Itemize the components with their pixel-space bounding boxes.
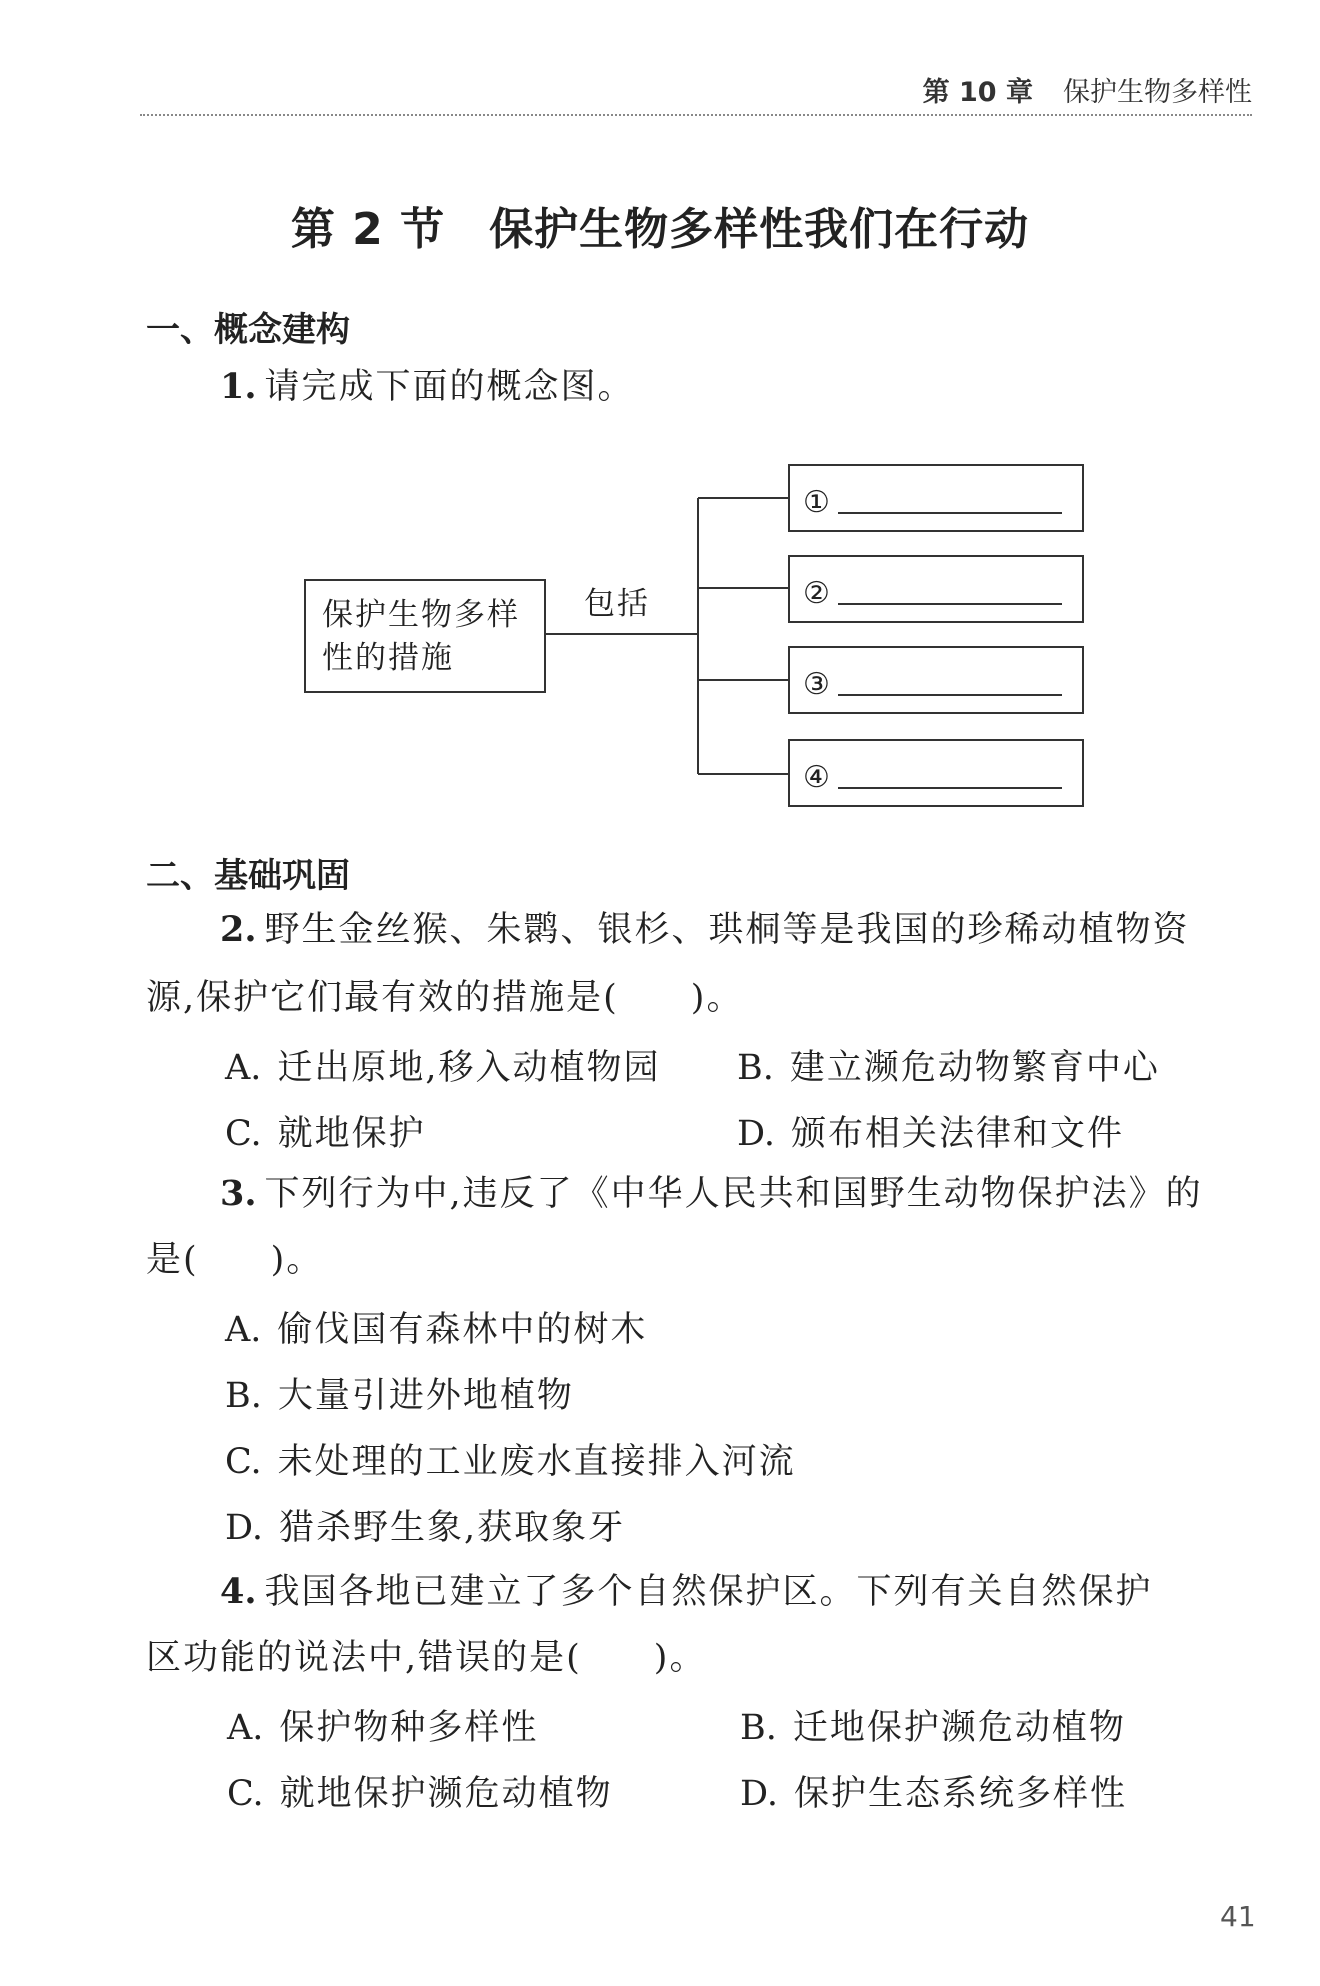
question-1-text: 请完成下面的概念图。: [264, 367, 635, 407]
question-1-number: 1.: [220, 366, 257, 407]
section-heading-basics: 二、基础巩固: [146, 856, 350, 896]
option-letter: A.: [225, 1048, 262, 1088]
option-letter: B.: [737, 1048, 774, 1088]
branch-marker-4: ④: [803, 760, 830, 795]
option-letter: D.: [737, 1114, 775, 1154]
question-4-number: 4.: [220, 1571, 257, 1612]
root-label-line1: 保护生物多样: [322, 597, 520, 633]
option-4a[interactable]: [227, 1700, 538, 1750]
root-label-line2: 性的措施: [322, 640, 454, 676]
option-text: 保护物种多样性: [279, 1708, 539, 1748]
question-4-line1: [220, 1568, 1153, 1616]
option-2d[interactable]: [737, 1106, 1124, 1156]
option-letter: B.: [225, 1376, 262, 1416]
question-2-number: 2.: [220, 909, 257, 950]
option-text: 就地保护: [277, 1114, 426, 1154]
section-title-text: 保护生物多样性我们在行动: [489, 204, 1030, 255]
option-text: 保护生态系统多样性: [793, 1774, 1127, 1814]
question-2-text-2: 源,保护它们最有效的措施是(: [146, 978, 619, 1018]
option-letter: A.: [225, 1310, 262, 1350]
branch-box-3: [789, 647, 1083, 713]
option-text: 未处理的工业废水直接排入河流: [277, 1442, 796, 1482]
branch-marker-3: ③: [803, 667, 830, 702]
option-letter: B.: [740, 1708, 777, 1748]
option-3c[interactable]: [225, 1434, 796, 1484]
option-letter: A.: [227, 1708, 264, 1748]
chapter-title: 保护生物多样性: [1063, 77, 1252, 108]
question-2-line2: [146, 974, 743, 1022]
option-2c[interactable]: [225, 1106, 426, 1156]
branch-box-4: [789, 740, 1083, 806]
option-4d[interactable]: [740, 1766, 1127, 1816]
option-text: 就地保护濒危动植物: [279, 1774, 613, 1814]
question-3-line2: [146, 1236, 323, 1284]
option-3b[interactable]: [225, 1368, 574, 1418]
question-3-line1: [220, 1170, 1203, 1218]
link-label: 包括: [584, 586, 650, 622]
chapter-number: 第 10 章: [922, 77, 1033, 108]
option-text: 猎杀野生象,获取象牙: [278, 1508, 626, 1548]
option-4b[interactable]: [740, 1700, 1126, 1750]
question-3-text-3: )。: [270, 1240, 324, 1280]
question-4-text-2: 区功能的说法中,错误的是(: [146, 1638, 582, 1678]
branch-box-1: [789, 465, 1083, 531]
option-letter: C.: [225, 1442, 262, 1482]
option-letter: D.: [225, 1508, 263, 1548]
option-text: 迁出原地,移入动植物园: [277, 1048, 661, 1088]
option-2a[interactable]: [225, 1040, 661, 1090]
question-4-text-1: 我国各地已建立了多个自然保护区。下列有关自然保护: [264, 1572, 1153, 1612]
option-letter: D.: [740, 1774, 778, 1814]
option-3a[interactable]: [225, 1302, 647, 1352]
question-4-text-3: )。: [653, 1638, 707, 1678]
option-text: 颁布相关法律和文件: [790, 1114, 1124, 1154]
option-text: 迁地保护濒危动植物: [792, 1708, 1126, 1748]
question-2-line1: [220, 906, 1190, 954]
branch-box-2: [789, 556, 1083, 622]
question-4-line2: [146, 1634, 706, 1682]
question-3-text-1: 下列行为中,违反了《中华人民共和国野生动物保护法》的: [264, 1174, 1203, 1214]
branch-marker-1: ①: [803, 485, 830, 520]
option-text: 大量引进外地植物: [277, 1376, 574, 1416]
option-text: 建立濒危动物繁育中心: [789, 1048, 1160, 1088]
option-letter: C.: [225, 1114, 262, 1154]
section-number: 第 2 节: [290, 204, 446, 255]
branch-marker-2: ②: [803, 576, 830, 611]
option-4c[interactable]: [227, 1766, 613, 1816]
option-3d[interactable]: [225, 1500, 625, 1550]
question-2-text-3: )。: [690, 978, 744, 1018]
question-2-text-1: 野生金丝猴、朱鹮、银杉、珙桐等是我国的珍稀动植物资: [264, 910, 1190, 950]
option-text: 偷伐国有森林中的树木: [277, 1310, 648, 1350]
option-letter: C.: [227, 1774, 264, 1814]
section-heading-concept: 一、概念建构: [146, 310, 350, 350]
question-3-text-2: 是(: [146, 1240, 199, 1280]
question-3-number: 3.: [220, 1173, 257, 1214]
page-number: 41: [1220, 1900, 1256, 1933]
option-2b[interactable]: [737, 1040, 1160, 1090]
